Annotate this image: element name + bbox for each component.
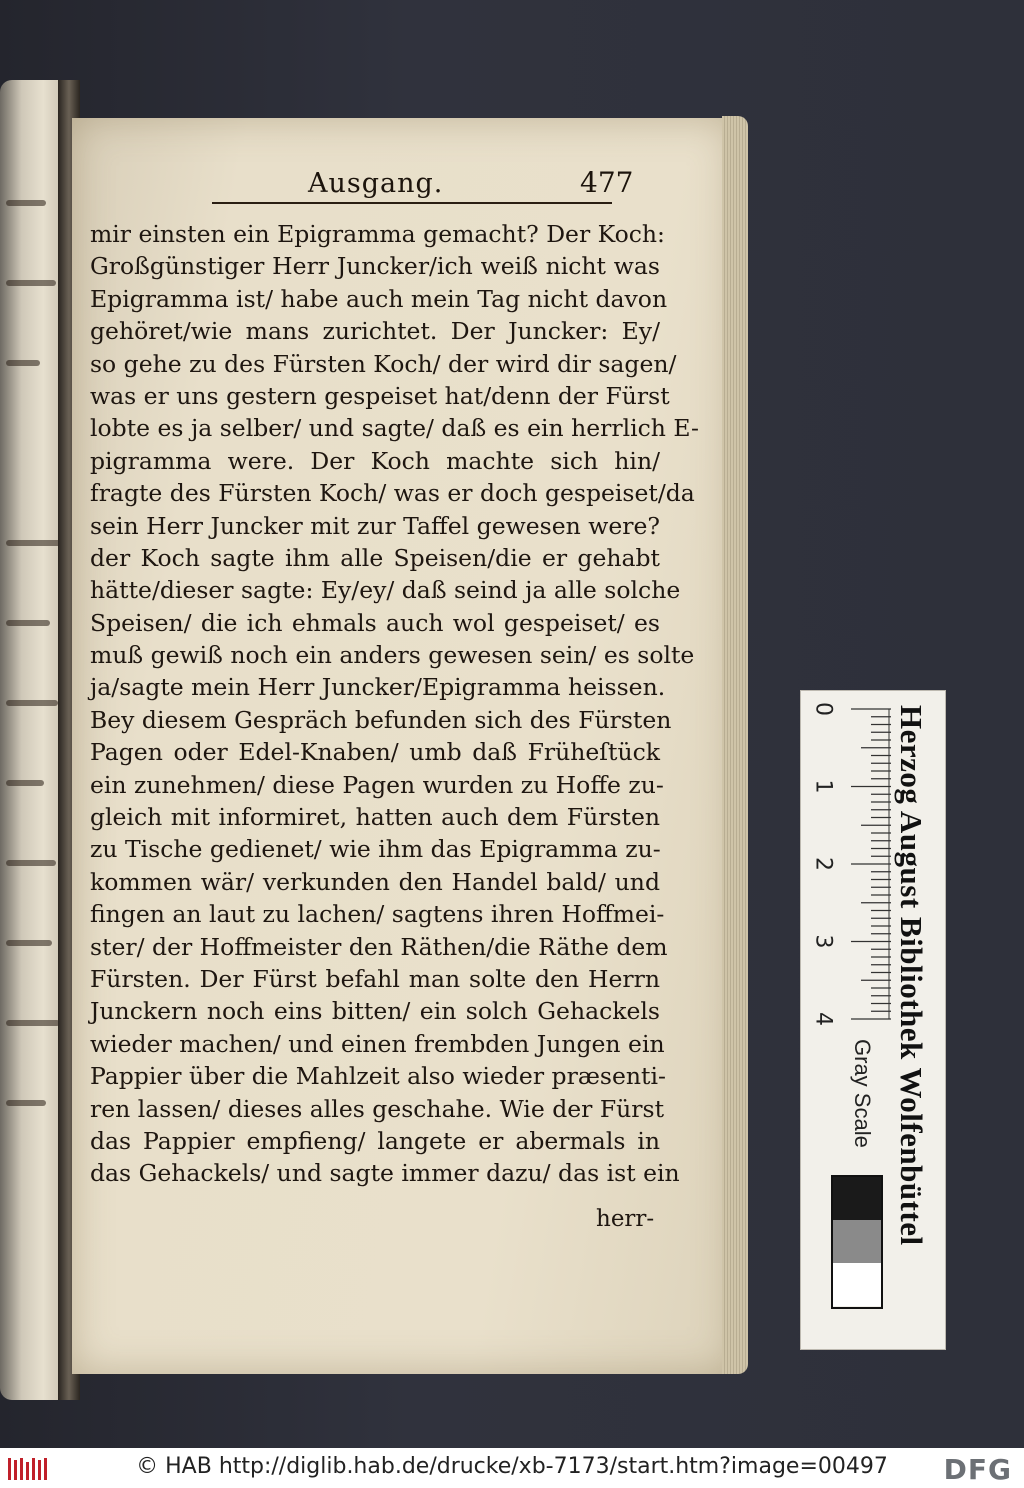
- ruler-number: 0: [810, 702, 836, 716]
- text-line: Fürsten. Der Fürst befahl man solte den Herrn: [90, 964, 660, 993]
- text-line: Pagen oder Edel-Knaben/ umb daß Früheſtück: [90, 738, 660, 767]
- text-line: muß gewiß noch ein anders gewesen sein/ es solte: [90, 641, 695, 670]
- dfg-logo: DFG: [943, 1453, 1012, 1486]
- running-head: Ausgang.: [308, 168, 444, 199]
- institution-name: Herzog August Bibliothek Wolfenbüttel: [894, 705, 929, 1246]
- text-line: wieder machen/ und einen frembden Jungen ein: [90, 1029, 665, 1058]
- text-line: der Koch sagte ihm alle Speisen/die er gehabt: [90, 543, 660, 572]
- text-line: fragte des Fürsten Koch/ was er doch gespeiset/da: [90, 479, 695, 508]
- text-line: Bey diesem Gespräch befunden sich des Fürsten: [90, 705, 672, 734]
- text-line: was er uns gestern gespeiset hat/denn der Fürst: [90, 381, 670, 410]
- text-line: ja/sagte mein Herr Juncker/Epigramma heissen.: [90, 673, 666, 702]
- ruler-number: 1: [810, 779, 836, 794]
- swatch-gray: [833, 1220, 881, 1263]
- text-line: ein zunehmen/ diese Pagen wurden zu Hoffe zu-: [90, 770, 664, 799]
- header-rule: [212, 202, 612, 204]
- text-line: mir einsten ein Epigramma gemacht? Der Koch:: [90, 220, 665, 248]
- text-line: kommen wär/ verkunden den Handel bald/ und: [90, 867, 660, 896]
- gray-swatches: [831, 1175, 883, 1309]
- text-line: Junckern noch eins bitten/ ein solch Gehackels: [90, 997, 660, 1026]
- text-line: gleich mit informiret, hatten auch dem Fürsten: [90, 803, 660, 832]
- text-line: sein Herr Juncker mit zur Taffel gewesen were?: [90, 511, 660, 540]
- text-line: Pappier über die Mahlzeit also wieder præsenti-: [90, 1062, 666, 1091]
- text-line: Speisen/ die ich ehmals auch wol gespeiset/ es: [90, 608, 660, 637]
- text-line: fingen an laut zu lachen/ sagtens ihren Hoffmei-: [90, 900, 665, 929]
- text-line: gehöret/wie mans zurichtet. Der Juncker: Ey/: [90, 317, 660, 346]
- ruler-number: 4: [810, 1012, 836, 1026]
- catchword: herr-: [596, 1206, 655, 1232]
- text-line: pigramma were. Der Koch machte sich hin/: [90, 446, 660, 475]
- text-line: das Gehackels/ und sagte immer dazu/ das ist ein: [90, 1159, 680, 1188]
- ruler-number: 3: [810, 934, 836, 949]
- footer-bar: [0, 1448, 1024, 1488]
- gray-scale-label: Gray Scale: [850, 1039, 875, 1148]
- scale-bar: [800, 690, 946, 1350]
- text-line: Epigramma ist/ habe auch mein Tag nicht davon: [90, 284, 668, 313]
- text-line: zu Tische gedienet/ wie ihm das Epigramma zu-: [90, 835, 661, 864]
- text-line: so gehe zu des Fürsten Koch/ der wird dir sagen/: [90, 349, 677, 378]
- text-line: lobte es ja selber/ und sagte/ daß es ein herrlich E-: [90, 414, 699, 443]
- ruler-number: 2: [810, 857, 836, 871]
- text-line: hätte/dieser sagte: Ey/ey/ daß seind ja alle solche: [90, 576, 681, 605]
- text-line: das Pappier empfieng/ langete er abermals in: [90, 1126, 660, 1155]
- body-text: [90, 218, 699, 1190]
- page-stack-edge: [722, 116, 748, 1374]
- swatch-white: [833, 1263, 881, 1306]
- page-number: 477: [580, 166, 634, 199]
- text-line: ren lassen/ dieses alles geschahe. Wie der Fürst: [90, 1094, 665, 1123]
- text-line: ster/ der Hoffmeister den Räthen/die Räthe dem: [90, 932, 668, 961]
- swatch-black: [833, 1177, 881, 1220]
- text-line: Großgünstiger Herr Juncker/ich weiß nicht was: [90, 252, 660, 281]
- scale-bar-title: [893, 705, 933, 1335]
- copyright-link[interactable]: © HAB http://diglib.hab.de/drucke/xb-7173/start.htm?image=00497: [136, 1454, 888, 1479]
